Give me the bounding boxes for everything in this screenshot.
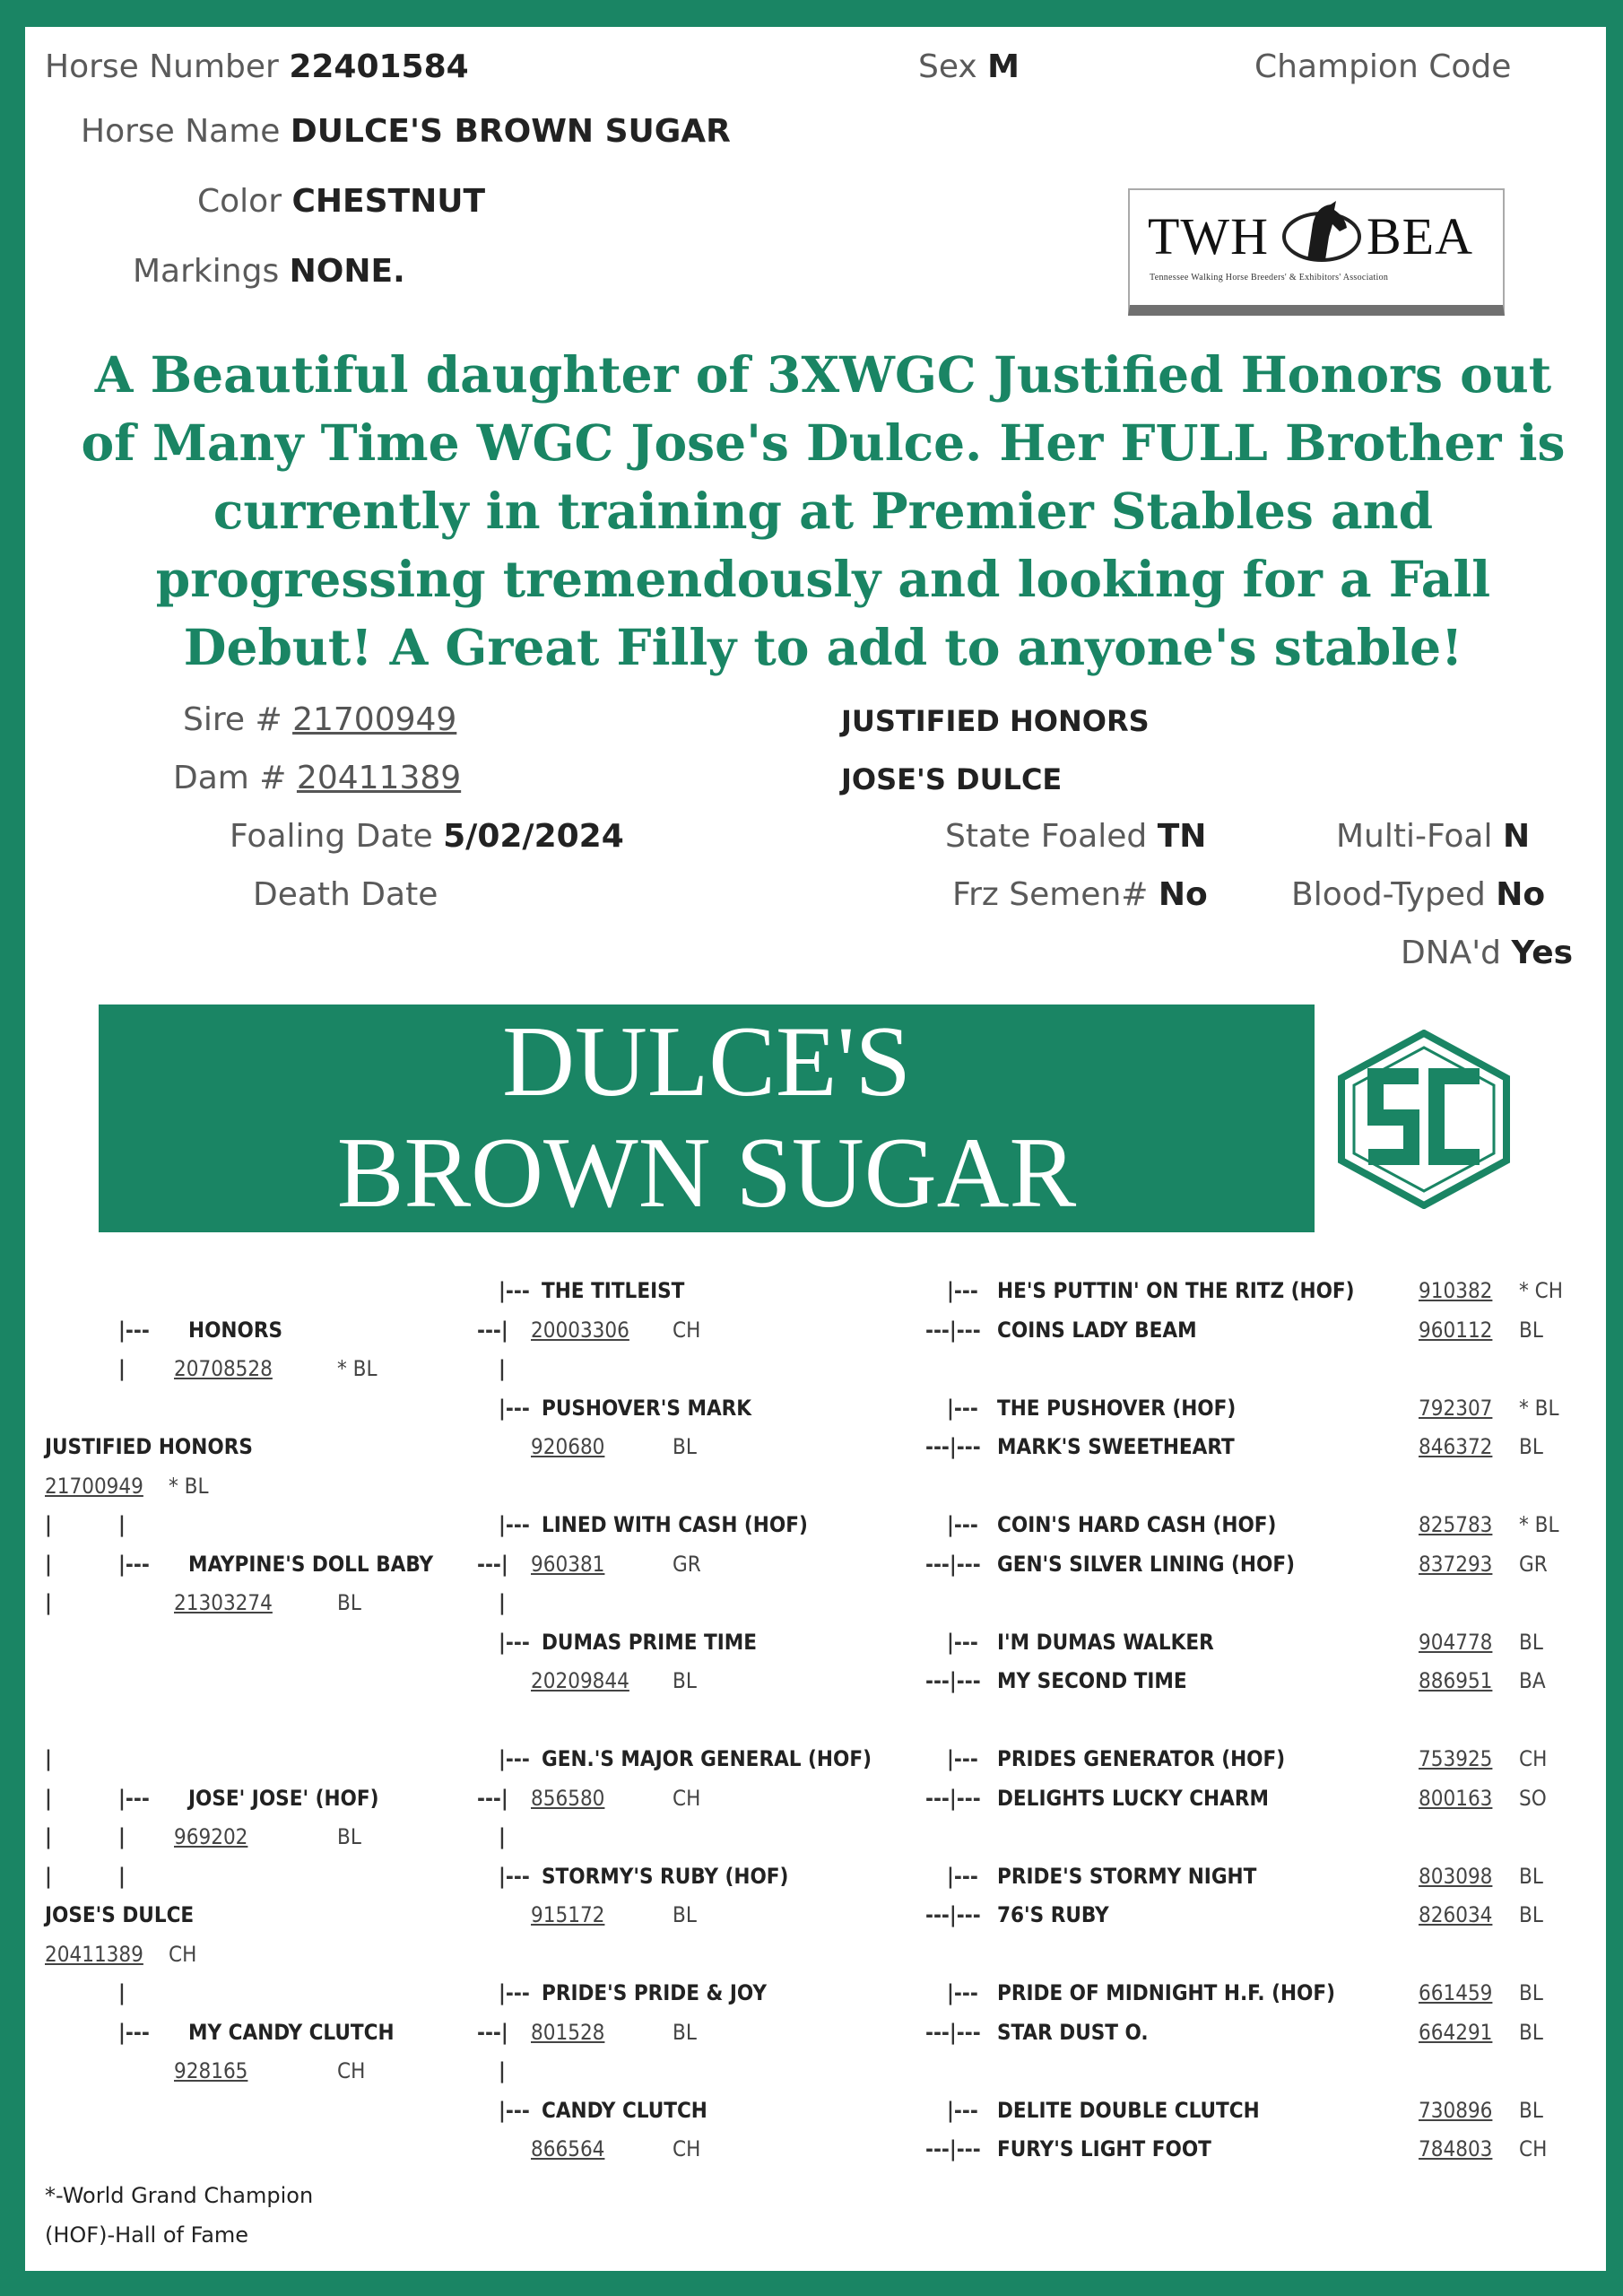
pedigree-connector: ---|: [477, 1785, 508, 1811]
pedigree-grandparent-number-link[interactable]: 20708528: [174, 1356, 273, 1381]
pedigree-connector: |---: [118, 1551, 150, 1577]
pedigree-ggg-name: COINS LADY BEAM: [997, 1317, 1197, 1343]
pedigree-ggg-color: BL: [1519, 2097, 1543, 2123]
pedigree-connector: |---: [499, 1395, 530, 1421]
pedigree-parent-number-link[interactable]: 21700949: [45, 1473, 143, 1499]
markings-label: Markings: [133, 253, 280, 290]
pedigree-great-grandparent-number-link[interactable]: 20209844: [531, 1668, 629, 1693]
pedigree-connector: |: [499, 1824, 506, 1849]
pedigree-parent-color: CH: [169, 1941, 197, 1967]
pedigree-ggg-number-link[interactable]: 904778: [1419, 1629, 1493, 1655]
pedigree-parent-name: JUSTIFIED HONORS: [45, 1434, 253, 1459]
horse-number-field: [45, 48, 469, 85]
pedigree-great-grandparent-name: DUMAS PRIME TIME: [542, 1629, 757, 1655]
pedigree-great-grandparent-color: CH: [673, 1317, 701, 1343]
logo-tagline: Tennessee Walking Horse Breeders' & Exhibitors' Association: [1150, 273, 1389, 283]
pedigree-connector: |---: [499, 1863, 530, 1889]
pedigree-connector: ---|---: [925, 1668, 981, 1693]
state-foaled-field: [945, 818, 1206, 855]
state-foaled-label: State Foaled: [945, 818, 1148, 855]
banner-line-2: BROWN SUGAR: [336, 1118, 1077, 1229]
pedigree-ggg-name: DELITE DOUBLE CLUTCH: [997, 2097, 1260, 2123]
color-field: [197, 183, 485, 220]
pedigree-ggg-color: BA: [1519, 1668, 1546, 1693]
pedigree-connector: ---|---: [925, 1434, 981, 1459]
state-foaled-value: TN: [1157, 818, 1207, 855]
pedigree-connector: |: [118, 1512, 126, 1537]
pedigree-connector: |: [45, 1863, 52, 1889]
legend-hof: (HOF)-Hall of Fame: [45, 2222, 249, 2248]
pedigree-connector: ---|: [477, 2019, 508, 2045]
pedigree-grandparent-color: CH: [337, 2058, 366, 2083]
sex-value: M: [987, 48, 1020, 85]
pedigree-connector: ---|---: [925, 1785, 981, 1811]
horse-name-banner: [99, 1004, 1315, 1232]
pedigree-ggg-number-link[interactable]: 886951: [1419, 1668, 1493, 1693]
pedigree-ggg-name: PRIDES GENERATOR (HOF): [997, 1746, 1286, 1771]
dam-field: [173, 760, 461, 796]
pedigree-connector: ---|---: [925, 1551, 981, 1577]
pedigree-connector: |: [118, 1356, 126, 1381]
pedigree-ggg-name: HE'S PUTTIN' ON THE RITZ (HOF): [997, 1278, 1355, 1303]
pedigree-connector: |---: [947, 1395, 978, 1421]
legend-wgc: *-World Grand Champion: [45, 2183, 314, 2208]
pedigree-connector: |---: [118, 2019, 150, 2045]
sire-label: Sire #: [183, 701, 282, 738]
promo-description: A Beautiful daughter of 3XWGC Justified Honors out of Many Time WGC Jose's Dulce. Her FULL Brother is currently in training at Premier Stables and progressing tremendously and looking for a Fall Debut! A Great Filly to add to anyone's stable!: [81, 345, 1566, 676]
pedigree-ggg-number-link[interactable]: 661459: [1419, 1980, 1493, 2005]
multi-foal-label: Multi-Foal: [1336, 818, 1493, 855]
pedigree-ggg-number-link[interactable]: 910382: [1419, 1278, 1493, 1303]
foaling-date-label: Foaling Date: [230, 818, 433, 855]
pedigree-ggg-name: DELIGHTS LUCKY CHARM: [997, 1785, 1269, 1811]
frz-semen-value: No: [1158, 876, 1208, 913]
pedigree-ggg-color: BL: [1519, 1902, 1543, 1927]
sex-label: Sex: [918, 48, 977, 85]
dam-name: JOSE'S DULCE: [841, 762, 1063, 796]
pedigree-ggg-number-link[interactable]: 792307: [1419, 1395, 1493, 1421]
pedigree-ggg-name: MY SECOND TIME: [997, 1668, 1187, 1693]
horse-number-label: Horse Number: [45, 48, 279, 85]
horse-name-value: DULCE'S BROWN SUGAR: [290, 113, 731, 150]
pedigree-ggg-color: BL: [1519, 1629, 1543, 1655]
pedigree-connector: |: [118, 1863, 126, 1889]
pedigree-ggg-name: THE PUSHOVER (HOF): [997, 1395, 1237, 1421]
pedigree-ggg-number-link[interactable]: 784803: [1419, 2136, 1493, 2161]
pedigree-ggg-color: BL: [1519, 1317, 1543, 1343]
pedigree-great-grandparent-name: GEN.'S MAJOR GENERAL (HOF): [542, 1746, 872, 1771]
pedigree-grandparent-number-link[interactable]: 969202: [174, 1824, 248, 1849]
pedigree-ggg-name: GEN'S SILVER LINING (HOF): [997, 1551, 1295, 1577]
color-label: Color: [197, 183, 282, 220]
frz-semen-field: [952, 876, 1208, 913]
registration-certificate: [25, 27, 1606, 2271]
pedigree-connector: |: [118, 1824, 126, 1849]
twhbea-logo: [1128, 188, 1505, 316]
pedigree-great-grandparent-name: PUSHOVER'S MARK: [542, 1395, 752, 1421]
pedigree-great-grandparent-color: BL: [673, 1668, 697, 1693]
pedigree-connector: |---: [499, 1278, 530, 1303]
pedigree-grandparent-number-link[interactable]: 21303274: [174, 1590, 273, 1615]
pedigree-ggg-name: MARK'S SWEETHEART: [997, 1434, 1235, 1459]
pedigree-connector: |---: [499, 1746, 530, 1771]
pedigree-ggg-number-link[interactable]: 803098: [1419, 1863, 1493, 1889]
pedigree-grandparent-number-link[interactable]: 928165: [174, 2058, 248, 2083]
pedigree-connector: ---|---: [925, 2019, 981, 2045]
pedigree-great-grandparent-number-link[interactable]: 801528: [531, 2019, 605, 2045]
pedigree-ggg-color: * CH: [1519, 1278, 1563, 1303]
pedigree-parent-color: * BL: [169, 1473, 209, 1499]
pedigree-connector: ---|---: [925, 1317, 981, 1343]
pedigree-grandparent-name: HONORS: [188, 1317, 283, 1343]
death-date-label: Death Date: [253, 876, 438, 913]
pedigree-grandparent-name: MAYPINE'S DOLL BABY: [188, 1551, 434, 1577]
logo-text-right: BEA: [1367, 207, 1473, 265]
dam-number-link[interactable]: 20411389: [296, 760, 462, 796]
blood-typed-label: Blood-Typed: [1291, 876, 1486, 913]
pedigree-ggg-color: * BL: [1519, 1512, 1559, 1537]
markings-field: [133, 253, 405, 290]
markings-value: NONE.: [289, 253, 405, 290]
pedigree-great-grandparent-number-link[interactable]: 20003306: [531, 1317, 629, 1343]
pedigree-connector: |: [45, 1590, 52, 1615]
pedigree-ggg-color: BL: [1519, 2019, 1543, 2045]
pedigree-ggg-number-link[interactable]: 826034: [1419, 1902, 1493, 1927]
blood-typed-field: [1291, 876, 1545, 913]
sire-field: [183, 701, 456, 738]
pedigree-connector: ---|: [477, 1317, 508, 1343]
horse-head-icon: [1280, 197, 1363, 269]
pedigree-connector: |: [45, 1551, 52, 1577]
pedigree-great-grandparent-number-link[interactable]: 856580: [531, 1785, 605, 1811]
pedigree-connector: |: [499, 2058, 506, 2083]
horse-name-label: Horse Name: [81, 113, 281, 150]
pedigree-parent-name: JOSE'S DULCE: [45, 1902, 195, 1927]
pedigree-grandparent-color: BL: [337, 1824, 361, 1849]
pedigree-ggg-number-link[interactable]: 825783: [1419, 1512, 1493, 1537]
pedigree-ggg-number-link[interactable]: 753925: [1419, 1746, 1493, 1771]
pedigree-connector: |---: [947, 1278, 978, 1303]
pedigree-great-grandparent-name: THE TITLEIST: [542, 1278, 685, 1303]
pedigree-great-grandparent-name: PRIDE'S PRIDE & JOY: [542, 1980, 768, 2005]
pedigree-grandparent-color: BL: [337, 1590, 361, 1615]
pedigree-great-grandparent-number-link[interactable]: 920680: [531, 1434, 605, 1459]
pedigree-connector: |---: [947, 1746, 978, 1771]
pedigree-ggg-number-link[interactable]: 846372: [1419, 1434, 1493, 1459]
pedigree-connector: |: [45, 1824, 52, 1849]
pedigree-connector: |---: [118, 1785, 150, 1811]
pedigree-parent-number-link[interactable]: 20411389: [45, 1941, 143, 1967]
pedigree-connector: ---|---: [925, 2136, 981, 2161]
dna-field: [1401, 935, 1573, 971]
pedigree-ggg-color: SO: [1519, 1785, 1547, 1811]
frz-semen-label: Frz Semen#: [952, 876, 1149, 913]
pedigree-connector: |: [499, 1356, 506, 1381]
pedigree-great-grandparent-color: GR: [673, 1551, 701, 1577]
pedigree-ggg-number-link[interactable]: 730896: [1419, 2097, 1493, 2123]
pedigree-great-grandparent-number-link[interactable]: 915172: [531, 1902, 605, 1927]
pedigree-great-grandparent-name: LINED WITH CASH (HOF): [542, 1512, 808, 1537]
pedigree-ggg-color: CH: [1519, 1746, 1548, 1771]
pedigree-ggg-name: I'M DUMAS WALKER: [997, 1629, 1214, 1655]
pedigree-great-grandparent-number-link[interactable]: 866564: [531, 2136, 605, 2161]
banner-line-1: DULCE'S: [502, 1006, 911, 1118]
color-value: CHESTNUT: [291, 183, 485, 220]
multi-foal-value: N: [1502, 818, 1531, 855]
multi-foal-field: [1336, 818, 1530, 855]
pedigree-great-grandparent-color: BL: [673, 1434, 697, 1459]
sire-name: JUSTIFIED HONORS: [841, 704, 1150, 738]
pedigree-great-grandparent-name: CANDY CLUTCH: [542, 2097, 707, 2123]
blood-typed-value: No: [1496, 876, 1546, 913]
pedigree-great-grandparent-name: STORMY'S RUBY (HOF): [542, 1863, 789, 1889]
pedigree-connector: |---: [499, 2097, 530, 2123]
champion-code-label: Champion Code: [1254, 48, 1512, 85]
pedigree-ggg-name: 76'S RUBY: [997, 1902, 1109, 1927]
foaling-date-value: 5/02/2024: [443, 818, 624, 855]
pedigree-ggg-color: BL: [1519, 1863, 1543, 1889]
pedigree-grandparent-name: MY CANDY CLUTCH: [188, 2019, 395, 2045]
pedigree-ggg-name: COIN'S HARD CASH (HOF): [997, 1512, 1277, 1537]
horse-number-value: 22401584: [289, 48, 469, 85]
pedigree-connector: ---|: [477, 1551, 508, 1577]
pedigree-connector: |---: [947, 1980, 978, 2005]
pedigree-great-grandparent-color: CH: [673, 2136, 701, 2161]
pedigree-connector: |: [45, 1785, 52, 1811]
dna-label: DNA'd: [1401, 935, 1502, 971]
pedigree-grandparent-color: * BL: [337, 1356, 378, 1381]
pedigree-great-grandparent-color: BL: [673, 2019, 697, 2045]
pedigree-ggg-name: STAR DUST O.: [997, 2019, 1149, 2045]
foaling-date-field: [230, 818, 624, 855]
pedigree-ggg-color: CH: [1519, 2136, 1548, 2161]
pedigree-connector: |---: [118, 1317, 150, 1343]
pedigree-ggg-number-link[interactable]: 800163: [1419, 1785, 1493, 1811]
pedigree-connector: |---: [947, 1629, 978, 1655]
pedigree-ggg-number-link[interactable]: 664291: [1419, 2019, 1493, 2045]
pedigree-ggg-color: * BL: [1519, 1395, 1559, 1421]
pedigree-connector: |: [45, 1746, 52, 1771]
pedigree-connector: |---: [499, 1629, 530, 1655]
sire-number-link[interactable]: 21700949: [292, 701, 457, 738]
horse-name-field: [81, 113, 731, 150]
pedigree-grandparent-name: JOSE' JOSE' (HOF): [188, 1785, 379, 1811]
sc-monogram-icon: [1336, 1030, 1512, 1209]
pedigree-ggg-color: GR: [1519, 1551, 1548, 1577]
pedigree-ggg-color: BL: [1519, 1980, 1543, 2005]
dam-label: Dam #: [173, 760, 287, 796]
pedigree-connector: |---: [947, 2097, 978, 2123]
pedigree-ggg-name: PRIDE OF MIDNIGHT H.F. (HOF): [997, 1980, 1335, 2005]
pedigree-connector: |---: [947, 1863, 978, 1889]
pedigree-ggg-name: PRIDE'S STORMY NIGHT: [997, 1863, 1257, 1889]
pedigree-great-grandparent-color: CH: [673, 1785, 701, 1811]
pedigree-ggg-name: FURY'S LIGHT FOOT: [997, 2136, 1211, 2161]
pedigree-connector: |: [45, 1512, 52, 1537]
pedigree-connector: |: [499, 1590, 506, 1615]
pedigree-ggg-number-link[interactable]: 837293: [1419, 1551, 1493, 1577]
logo-text-left: TWH: [1148, 207, 1270, 265]
pedigree-connector: |: [118, 1980, 126, 2005]
pedigree-connector: |---: [947, 1512, 978, 1537]
pedigree-connector: |---: [499, 1512, 530, 1537]
pedigree-great-grandparent-color: BL: [673, 1902, 697, 1927]
pedigree-connector: ---|---: [925, 1902, 981, 1927]
pedigree-ggg-number-link[interactable]: 960112: [1419, 1317, 1493, 1343]
pedigree-great-grandparent-number-link[interactable]: 960381: [531, 1551, 605, 1577]
pedigree-ggg-color: BL: [1519, 1434, 1543, 1459]
pedigree-connector: |---: [499, 1980, 530, 2005]
dna-value: Yes: [1511, 935, 1574, 971]
sex-field: [918, 48, 1020, 85]
